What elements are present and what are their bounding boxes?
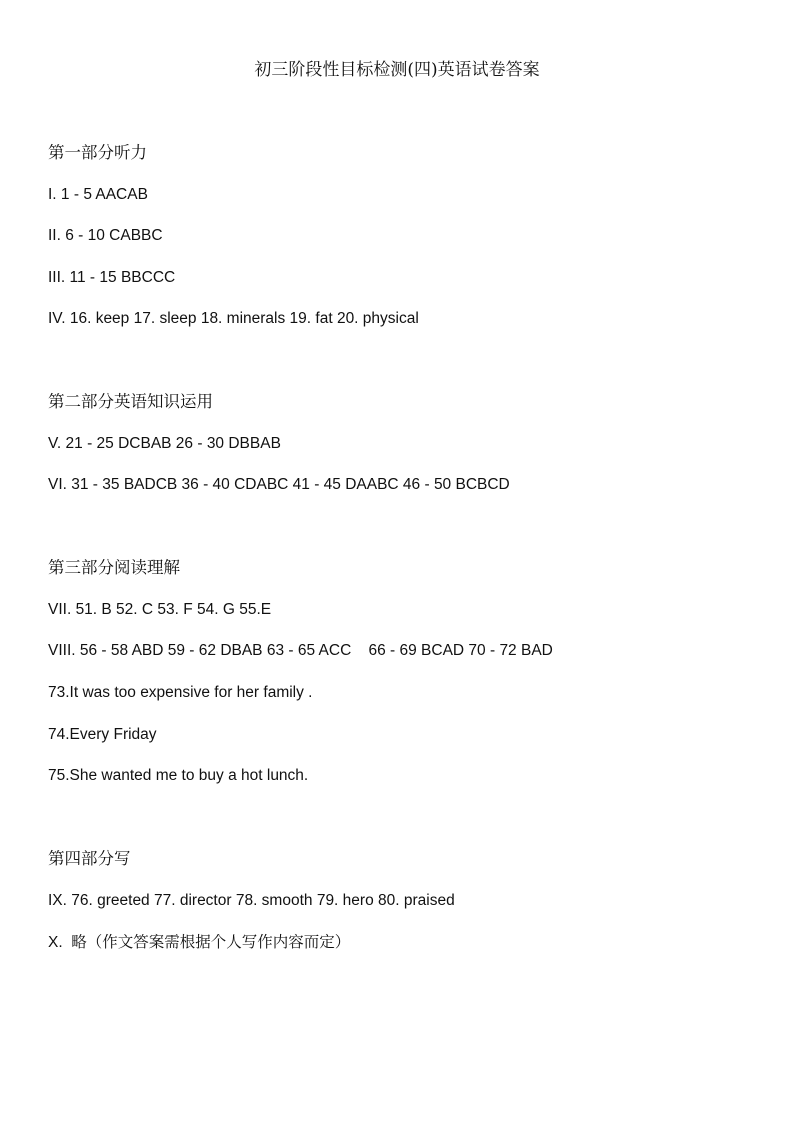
part3-line-3: 73.It was too expensive for her family . [48,684,313,701]
part1-line-3: III. 11 - 15 BBCCC [48,269,176,286]
part4-heading: 第四部分写 [48,849,131,868]
part1-line-1: I. 1 - 5 AACAB [48,186,148,203]
part2-heading: 第二部分英语知识运用 [48,392,213,411]
part3-line-5: 75.She wanted me to buy a hot lunch. [48,767,309,784]
part3-heading: 第三部分阅读理解 [48,558,180,577]
part3-line-4: 74.Every Friday [48,726,157,743]
part3-line-2: VIII. 56 - 58 ABD 59 - 62 DBAB 63 - 65 ACC 66 - 69 BCAD 70 - 72 BAD [48,642,553,659]
part2-line-1: V. 21 - 25 DCBAB 26 - 30 DBBAB [48,435,281,452]
part1-line-4: IV. 16. keep 17. sleep 18. minerals 19. fat 20. physical [48,310,419,327]
part1-heading: 第一部分听力 [48,143,147,162]
part2-line-2: VI. 31 - 35 BADCB 36 - 40 CDABC 41 - 45 DAABC 46 - 50 BCBCD [48,476,510,493]
part4-line-2: X. 略（作文答案需根据个人写作内容而定） [48,934,351,951]
part4-line-1: IX. 76. greeted 77. director 78. smooth 79. hero 80. praised [48,892,455,909]
part1-line-2: II. 6 - 10 CABBC [48,227,163,244]
part3-line-1: VII. 51. B 52. C 53. F 54. G 55.E [48,601,272,618]
document-title: 初三阶段性目标检测(四)英语试卷答案 [254,60,540,80]
